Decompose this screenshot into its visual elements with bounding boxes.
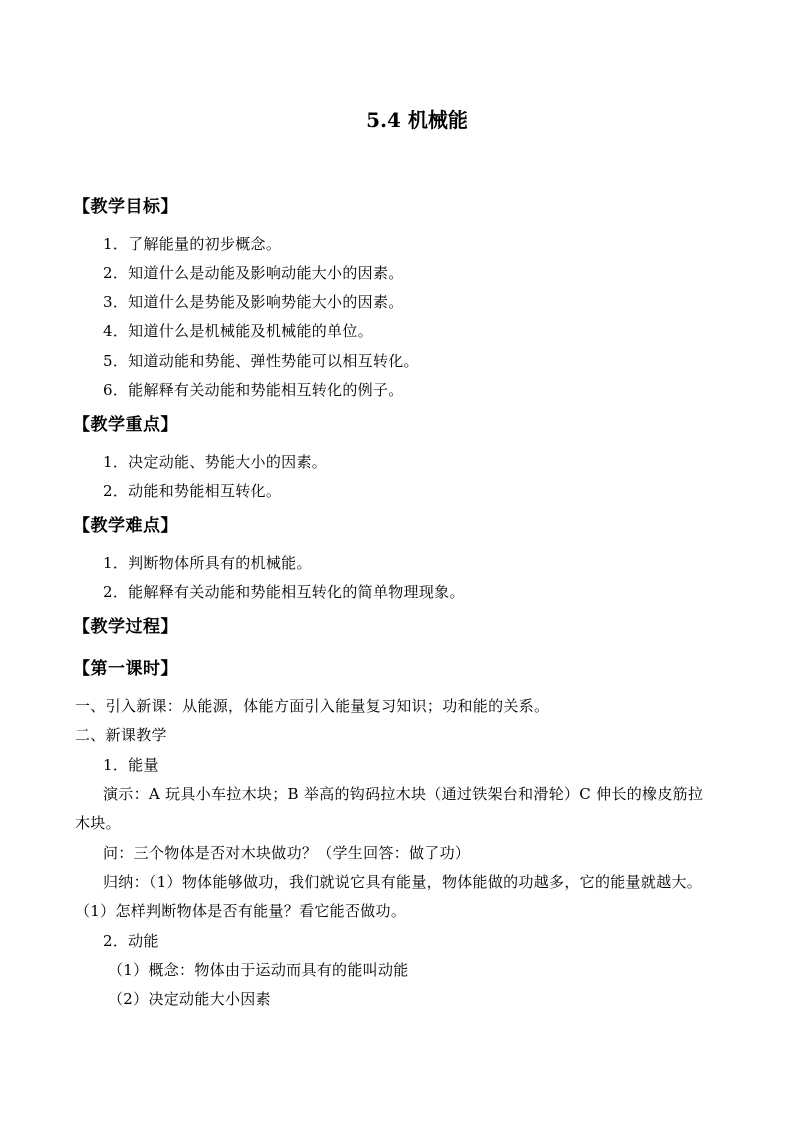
lesson-line-question: 问：三个物体是否对木块做功？（学生回答：做了功） xyxy=(103,844,471,862)
lesson-line-demo: 演示：A 玩具小车拉木块；B 举高的钩码拉木块（通过铁架台和滑轮）C 伸长的橡皮筋拉 xyxy=(103,785,704,803)
key-point-item-1: 1．决定动能、势能大小的因素。 xyxy=(103,453,328,471)
difficulties-heading: 【教学难点】 xyxy=(73,516,178,536)
key-point-item-2: 2．动能和势能相互转化。 xyxy=(103,482,282,500)
lesson-line-judge: （1）怎样判断物体是否有能量？看它能否做功。 xyxy=(75,902,407,920)
lesson-line-summary: 归纳：（1）物体能够做功，我们就说它具有能量，物体能做的功越多，它的能量就越大。 xyxy=(103,873,703,891)
lesson-line-kinetic: 2．动能 xyxy=(103,932,159,950)
objective-item-2: 2．知道什么是动能及影响动能大小的因素。 xyxy=(103,264,404,282)
lesson-line-factors: （2）决定动能大小因素 xyxy=(108,990,271,1008)
lesson-line-demo-cont: 木块。 xyxy=(75,814,121,832)
objectives-heading: 【教学目标】 xyxy=(73,197,178,217)
objective-item-6: 6．能解释有关动能和势能相互转化的例子。 xyxy=(103,381,404,399)
objective-item-3: 3．知道什么是势能及影响势能大小的因素。 xyxy=(103,293,404,311)
key-points-heading: 【教学重点】 xyxy=(73,415,178,435)
process-heading: 【教学过程】 xyxy=(73,617,178,637)
objective-item-4: 4．知道什么是机械能及机械能的单位。 xyxy=(103,322,373,340)
lesson-line-intro: 一、引入新课：从能源，体能方面引入能量复习知识；功和能的关系。 xyxy=(75,697,550,715)
lesson-line-concept: （1）概念：物体由于运动而具有的能叫动能 xyxy=(108,961,409,979)
lesson-line-new-teaching: 二、新课教学 xyxy=(75,726,167,744)
first-lesson-heading: 【第一课时】 xyxy=(73,659,178,679)
difficulty-item-2: 2．能解释有关动能和势能相互转化的简单物理现象。 xyxy=(103,583,465,601)
objective-item-1: 1．了解能量的初步概念。 xyxy=(103,235,282,253)
difficulty-item-1: 1．判断物体所具有的机械能。 xyxy=(103,554,312,572)
page-title: 5.4 机械能 xyxy=(366,108,468,132)
lesson-line-energy: 1．能量 xyxy=(103,756,159,774)
objective-item-5: 5．知道动能和势能、弹性势能可以相互转化。 xyxy=(103,352,419,370)
